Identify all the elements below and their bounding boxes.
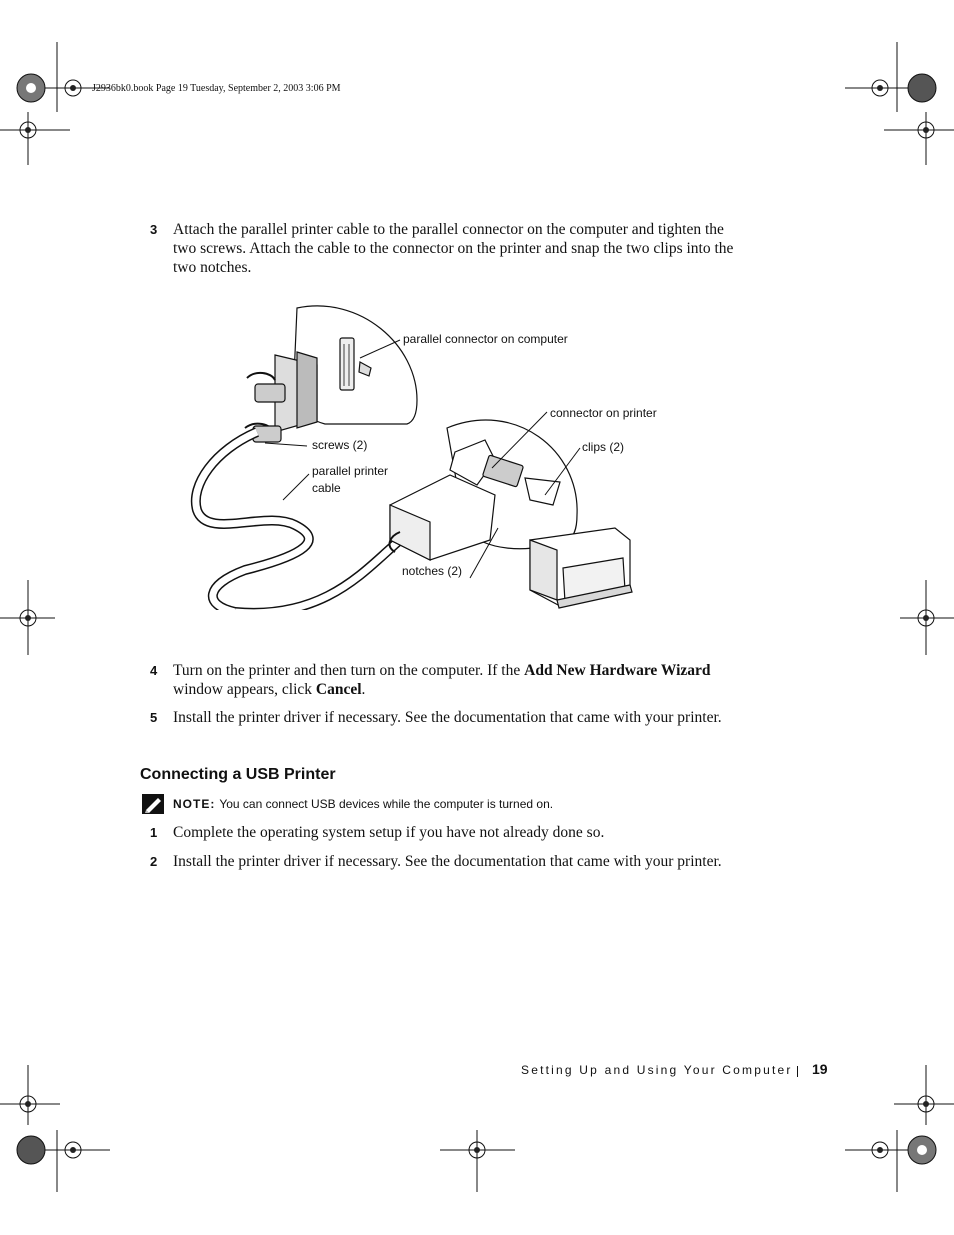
- cancel-label: Cancel: [315, 681, 362, 698]
- step-number: 2: [150, 854, 158, 869]
- step-3: [150, 220, 750, 277]
- note-pencil-icon: [142, 794, 164, 814]
- note-text: You can connect USB devices while the computer is turned on.: [219, 797, 554, 811]
- book-slug: J2936bk0.book Page 19 Tuesday, September 2, 2003 3:06 PM: [92, 83, 341, 94]
- footer-section-title: Setting Up and Using Your Computer: [521, 1063, 793, 1077]
- step-5: [150, 708, 750, 727]
- step-text: Turn on the printer and then turn on the computer. If the Add New Hardware Wizard window appears, click Cancel.: [173, 662, 711, 698]
- step-text: Install the printer driver if necessary. See the documentation that came with your printer.: [173, 709, 722, 726]
- label-notches: notches (2): [402, 564, 463, 578]
- step-text: Complete the operating system setup if you have not already done so.: [173, 824, 605, 841]
- step-text: Attach the parallel printer cable to the parallel connector on the computer and tighten the two screws. Attach the cable to the connector on the printer and snap the two clips into the two notches.: [173, 221, 734, 276]
- label-screws: screws (2): [312, 438, 368, 452]
- step-number: 4: [150, 663, 158, 678]
- label-cable-line2: cable: [312, 481, 341, 495]
- footer-divider: [797, 1066, 798, 1077]
- note: [173, 797, 553, 811]
- step-number: 3: [150, 222, 158, 237]
- usb-step-2: [150, 852, 750, 871]
- wizard-name: Add New Hardware Wizard: [524, 662, 711, 679]
- label-clips: clips (2): [582, 440, 625, 454]
- label-parallel-connector: parallel connector on computer: [403, 332, 568, 346]
- step-number: 5: [150, 710, 158, 725]
- section-heading: Connecting a USB Printer: [140, 766, 336, 783]
- step-text: Install the printer driver if necessary. See the documentation that came with your printer.: [173, 853, 722, 870]
- label-connector-on-printer: connector on printer: [550, 406, 657, 420]
- note-label: NOTE:: [173, 797, 216, 811]
- step-number: 1: [150, 825, 158, 840]
- usb-step-1: [150, 823, 750, 842]
- label-cable-line1: parallel printer: [312, 464, 389, 478]
- page-number: 19: [812, 1061, 828, 1077]
- step-4: [150, 661, 750, 699]
